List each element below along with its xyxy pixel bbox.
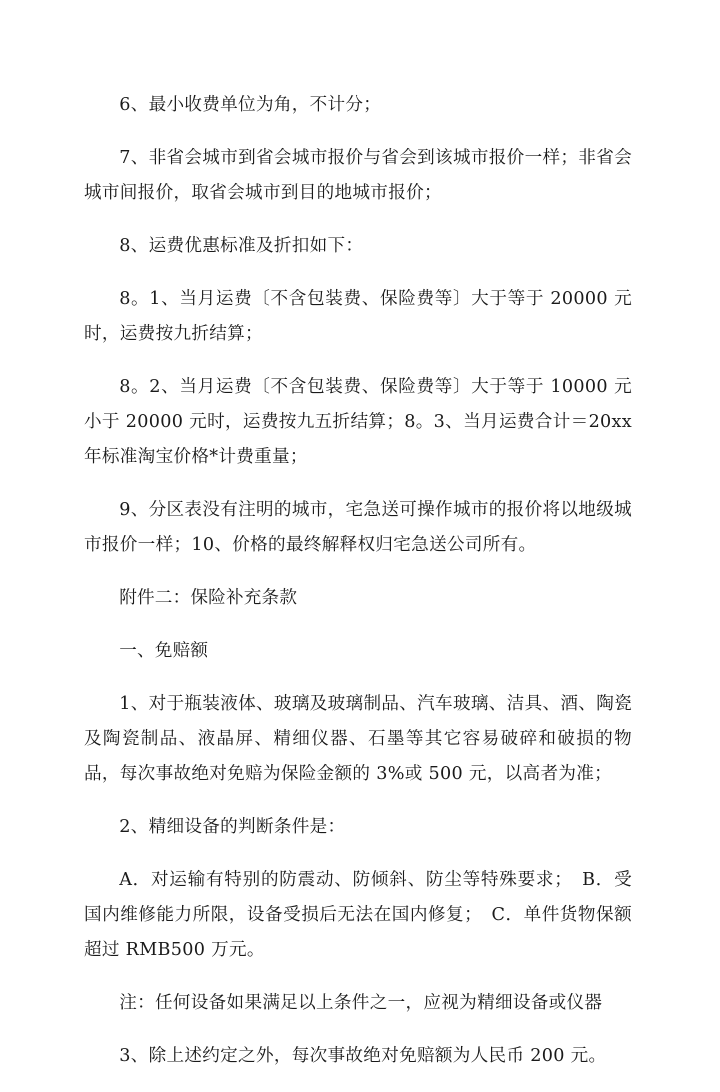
paragraph-deductible-2: 2、精细设备的判断条件是： xyxy=(119,817,346,837)
paragraph-note: 注：任何设备如果满足以上条件之一，应视为精细设备或仪器 xyxy=(119,993,603,1013)
section-heading-deductible: 一、免赔额 xyxy=(119,641,209,661)
paragraph-item-8-1: 8。1、当月运费〔不含包装费、保险费等〕大于等于 20000 元时，运费按九折结算； xyxy=(84,289,632,344)
paragraph-conditions: A．对运输有特别的防震动、防倾斜、防尘等特殊要求； B．受国内维修能力所限，设备受损后无法在国内修复； C．单件货物保额超过 RMB500 万元。 xyxy=(84,870,632,960)
paragraph-item-8-2: 8。2、当月运费〔不含包装费、保险费等〕大于等于 10000 元小于 20000 元时，运费按九五折结算；8。3、当月运费合计＝20xx 年标准淘宝价格*计费重量； xyxy=(84,377,632,467)
section-heading-attachment-2: 附件二：保险补充条款 xyxy=(119,588,298,608)
paragraph-deductible-1: 1、对于瓶装液体、玻璃及玻璃制品、汽车玻璃、洁具、酒、陶瓷及陶瓷制品、液晶屏、精细仪器、石墨等其它容易破碎和破损的物品，每次事故绝对免赔为保险金额的 3%或 500 元，以高者为准； xyxy=(84,694,632,784)
paragraph-item-7: 7、非省会城市到省会城市报价与省会到该城市报价一样；非省会城市间报价，取省会城市到目的地城市报价； xyxy=(84,148,632,203)
paragraph-deductible-3: 3、除上述约定之外，每次事故绝对免赔额为人民币 200 元。 xyxy=(119,1046,607,1066)
document-body xyxy=(84,88,632,1092)
paragraph-item-6: 6、最小收费单位为角，不计分； xyxy=(119,95,382,115)
paragraph-item-8: 8、运费优惠标准及折扣如下： xyxy=(119,236,364,256)
paragraph-item-9: 9、分区表没有注明的城市，宅急送可操作城市的报价将以地级城市报价一样；10、价格的最终解释权归宅急送公司所有。 xyxy=(84,500,632,555)
